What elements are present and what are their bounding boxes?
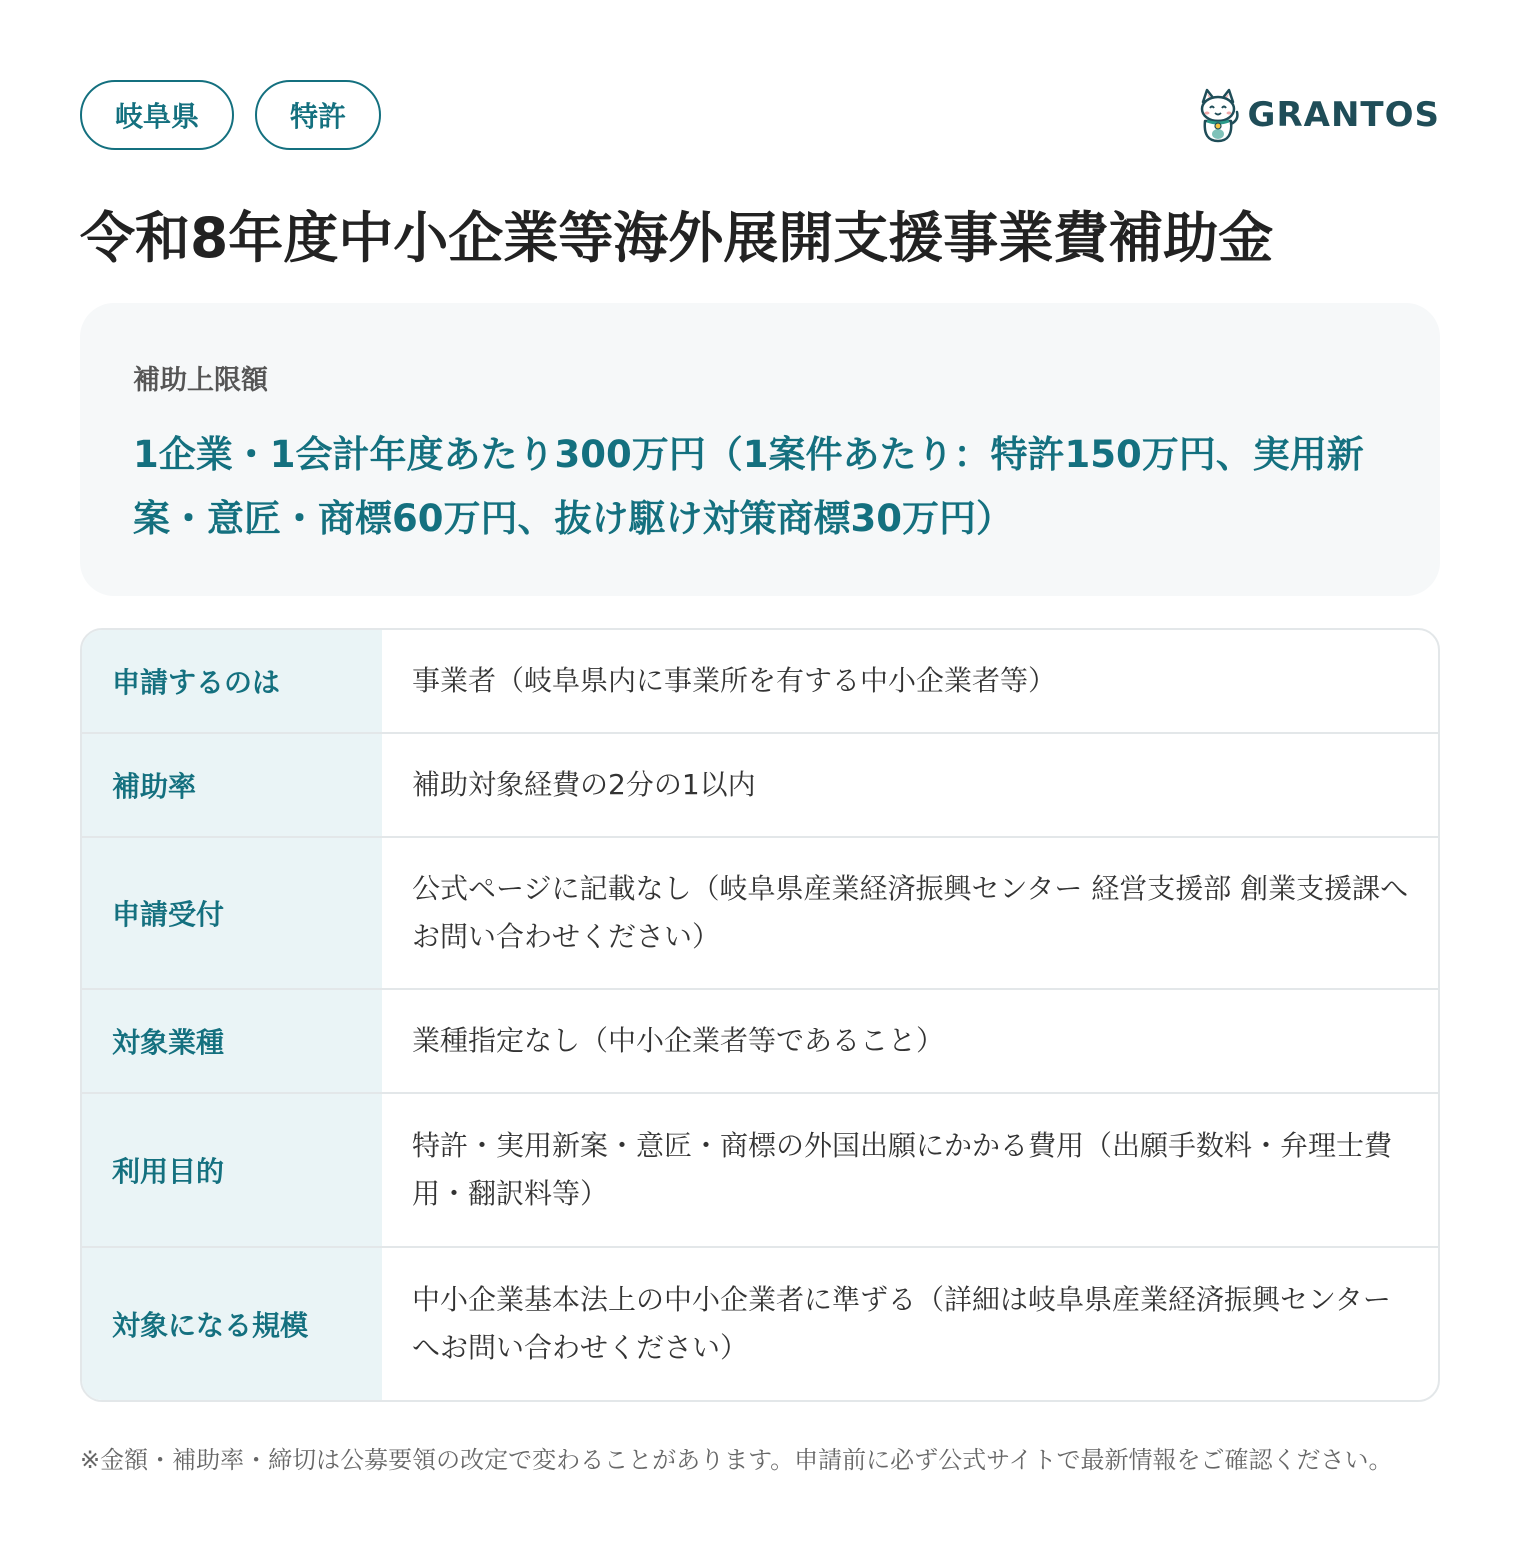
brand-name: GRANTOS	[1247, 95, 1440, 135]
row-label: 対象業種	[82, 990, 382, 1092]
row-label: 申請するのは	[82, 630, 382, 732]
table-row	[82, 990, 1438, 1094]
row-label: 補助率	[82, 734, 382, 836]
header	[80, 80, 1440, 150]
table-row	[82, 630, 1438, 734]
tag-category[interactable]: 特許	[255, 80, 381, 150]
subsidy-limit-box	[80, 303, 1440, 596]
row-label: 申請受付	[82, 838, 382, 988]
subsidy-limit-label: 補助上限額	[133, 365, 268, 396]
page-title: 令和8年度中小企業等海外展開支援事業費補助金	[80, 206, 1274, 270]
disclaimer-note: ※金額・補助率・締切は公募要領の改定で変わることがあります。申請前に必ず公式サイトで最新情報をご確認ください。	[80, 1446, 1393, 1474]
table-row	[82, 838, 1438, 990]
tag-prefecture[interactable]: 岐阜県	[80, 80, 234, 150]
brand-logo[interactable]	[1194, 84, 1440, 146]
row-label: 対象になる規模	[82, 1248, 382, 1400]
info-table	[80, 628, 1440, 1402]
row-value: 事業者（岐阜県内に事業所を有する中小企業者等）	[412, 664, 1057, 697]
row-value: 特許・実用新案・意匠・商標の外国出願にかかる費用（出願手数料・弁理士費用・翻訳料等）	[412, 1129, 1393, 1210]
row-value: 中小企業基本法上の中小企業者に準ずる（詳細は岐阜県産業経済振興センターへお問い合わせください）	[412, 1283, 1391, 1364]
row-label: 利用目的	[82, 1094, 382, 1246]
table-row	[82, 1248, 1438, 1400]
subsidy-limit-value: 1企業・1会計年度あたり300万円（1案件あたり：特許150万円、実用新案・意匠・商標60万円、抜け駆け対策商標30万円）	[133, 433, 1364, 540]
table-row	[82, 1094, 1438, 1248]
row-value: 補助対象経費の2分の1以内	[412, 768, 756, 801]
lucky-cat-icon	[1194, 86, 1242, 144]
row-value: 公式ページに記載なし（岐阜県産業経済振興センター 経営支援部 創業支援課へお問い合わせください）	[412, 872, 1409, 953]
table-row	[82, 734, 1438, 838]
row-value: 業種指定なし（中小企業者等であること）	[412, 1024, 945, 1057]
